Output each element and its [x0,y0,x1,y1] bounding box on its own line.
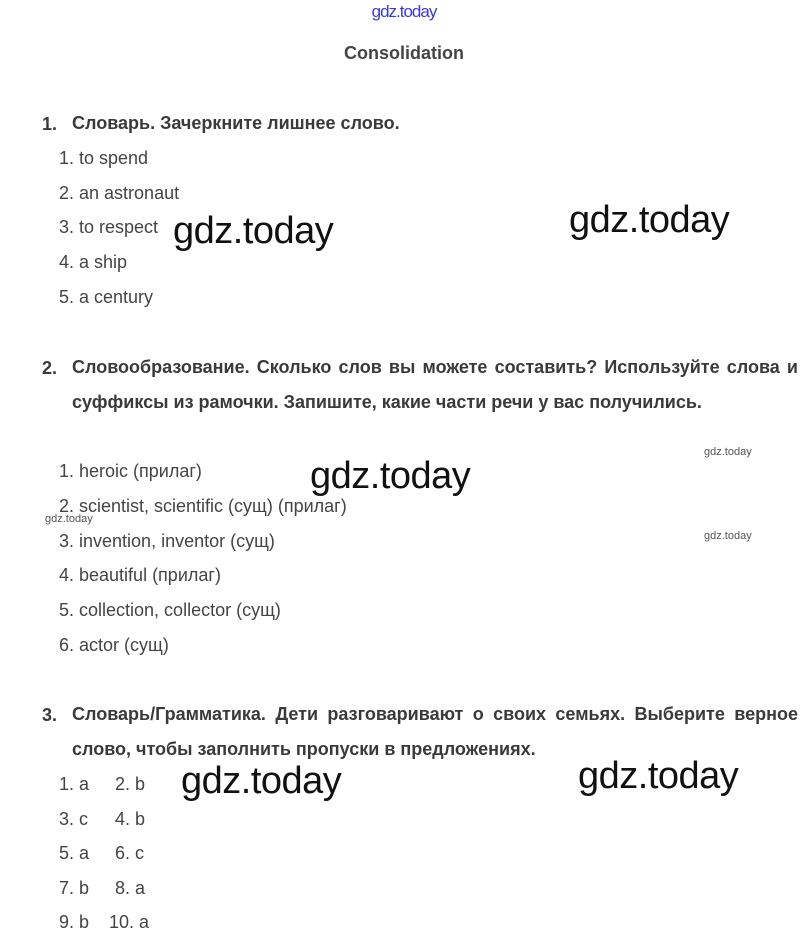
list-item: 4. a ship [59,252,128,272]
watermark: gdz.today [45,513,93,525]
list-item: 4. beautiful (прилаг) [59,565,221,585]
watermark: gdz.today [569,199,730,241]
answer-row [59,912,149,933]
answer: 6. c [115,843,145,863]
section-3-heading: Словарь/Грамматика. Дети разговаривают о своих семьях. Выберите верное слово, чтобы заполнить пропуски в предложениях. [72,704,798,759]
list-item: 5. collection, collector (сущ) [59,600,281,620]
answer: 5. a [59,843,90,863]
list-item: 6. actor (сущ) [59,635,169,655]
answer-row [59,878,145,899]
answer-row [59,809,145,830]
watermark: gdz.today [181,760,342,802]
list-item: 3. to respect [59,217,159,237]
list-item: 1. heroic (прилаг) [59,461,202,481]
answer-row [59,774,145,795]
watermark: gdz.today [578,755,739,797]
answer: 1. a [59,774,90,794]
answer: 9. b [59,912,90,932]
list-item: 5. a century [59,287,154,307]
section-3-number: 3. [42,705,58,725]
answer: 4. b [115,809,146,829]
list-item: 2. scientist, scientific (сущ) (прилаг) [59,496,347,516]
section-1-number: 1. [42,114,58,134]
answer-row [59,843,144,864]
answer: 2. b [115,774,146,794]
watermark: gdz.today [310,455,471,497]
list-item: 3. invention, inventor (сущ) [59,531,275,551]
answer: 8. a [115,878,146,898]
answer: 10. a [109,912,150,932]
list-item: 1. to spend [59,148,149,168]
watermark: gdz.today [704,446,752,458]
page-title: Consolidation [344,43,464,63]
watermark: gdz.today [704,530,752,542]
section-2-number: 2. [42,358,58,378]
answer: 3. c [59,809,89,829]
answer: 7. b [59,878,90,898]
watermark-top: gdz.today [371,2,437,21]
list-item: 2. an astronaut [59,183,180,203]
section-1-heading: Словарь. Зачеркните лишнее слово. [72,113,400,133]
section-2-heading: Словообразование. Сколько слов вы можете составить? Используйте слова и суффиксы из рамочки. Запишите, какие части речи у вас получились. [72,357,798,412]
watermark: gdz.today [173,210,334,252]
